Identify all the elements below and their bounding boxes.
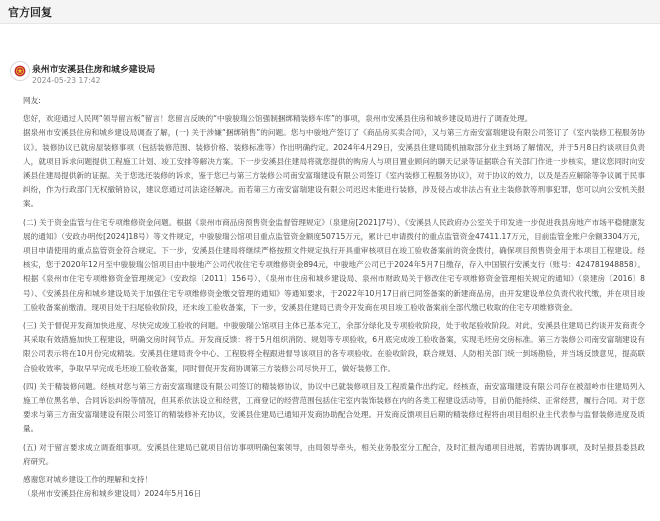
reply-paragraph: (五) 对于留言要求成立调查组事项。安溪县住建局已就项目信访事项明确包案领导，由局领导牵头，相关业务股室分工配合，及时汇报沟通项目进展，若需协调事项，及时呈报县委县政府研究。 — [23, 442, 645, 466]
emblem-graphic — [14, 65, 26, 77]
government-emblem-icon — [10, 61, 30, 81]
reply-paragraph: (三) 关于督促开发商加快进度、尽快完成竣工验收的问题。中骏骏瑞公馆项目主体已基本完工，余部分绿化及专项验收阶段，处于收尾验收阶段。对此，安溪县住建局已约谈开发商责令其采取有效措施加快工程建设，明确交房时间节点。开发商反馈：将于5月组织消防、规划等专项验收，6月底完成竣工验收备案，实现毛坯房交房标准。第三方装修公司南安富瑞建设有限公司表示将在10月份完成精装。安溪县住建局责令中心、工程股将全程跟进督导该项目的各专项验收。在验收阶段，联合规划、人防相关部门统一到场勘验，并当场反馈意见，提高联合验收效率，争取早早完成毛坯竣工验收备案，同时督促开发商协调第三方装修公司尽快开工，做好装修工作。 — [23, 321, 645, 373]
reply-signature: （泉州市安溪县住房和城乡建设局）2024年5月16日 — [23, 489, 202, 499]
section-title: 官方回复 — [8, 5, 52, 19]
official-reply-header — [0, 0, 660, 24]
reply-content — [23, 94, 645, 501]
reply-closing: 感谢您对城乡建设工作的理解和支持！ — [23, 475, 153, 485]
reply-paragraph: 您好，欢迎通过人民网“领导留言板”留言！您留言反映的“中骏骏瑞公馆强制捆绑精装修车库”的事项，泉州市安溪县住房和城乡建设局进行了调查处理。 — [23, 114, 533, 124]
reply-timestamp: 2024-05-23 17:42 — [32, 76, 101, 85]
reply-org-name[interactable]: 泉州市安溪县住房和城乡建设局 — [32, 65, 156, 75]
reply-paragraph: (二) 关于资金监管与住宅专项维修资金问题。根据《泉州市商品房预售资金监督管理规定》（泉建房[2021]7号）、《安溪县人民政府办公室关于印发进一步促进我县房地产市场平稳健康发展的通知》（安政办明传[2024]18号）等文件规定，中骏骏瑞公馆项目重点监管资金额度50715万元，累计已申请拨付的重点监管资金47411.17万元，目前监管金账户余额3304万元，项目申请使用的重点监管资金符合规定。下一步，安溪县住建局将继续严格按照文件规定执行开具重审核项目在竣工验收备案前的资金拨付，确保项目预售资金用于本项目工程建设。经核实，您于2020年12月至中骏骏瑞公馆项目由中骏地产公司代收住宅专项维修资金894元，中骏地产公司已于2024年5月7日缴存，存入中国银行安溪支行（账号：424781948858）。根据《泉州市住宅专项维修资金管理规定》（安政综〔2011〕156号）、《泉州市住房和城乡建设局、泉州市财政局关于修改住宅专项维修资金管理相关规定的通知》（泉建房〔2016〕8号）、《安溪县住房和城乡建设局关于加强住宅专项维修资金缴交管理的通知》等通知要求，于2022年10月17日前已同签备案的新建商品房，由开发建设单位负责代收代缴，并在项目竣工验收备案前缴清。现项目处于扫尾验收阶段，还未竣工验收备案，下一步，安溪县住建局已责令开发商在项目竣工验收备案前全部代缴已收取的住宅专项维修资金。 — [23, 217, 645, 312]
reply-greeting: 网友: — [23, 96, 41, 105]
reply-paragraph: 据泉州市安溪县住房和城乡建设局调查了解，(一) 关于涉嫌“捆绑销售”的问题。您与中骏地产签订了《商品房买卖合同》，又与第三方南安富瑞建设有限公司签订了《室内装修工程服务协议》。装修协议已就房屋装修事项（包括装修范围、装修价格、装修标准等）作出明确约定。2024年4月29日，安溪县住建局随机抽取部分业主到场了解情况，并于5月8日约谈项目负责人，就项目诉求问题提供工程施工计划、竣工安排等解决方案。下一步安溪县住建局将就您提供的购房人与项目置业顾问的聊天记录等证据联合有关部门作进一步核实，建议您同时向安溪县住建局提供新的证据。关于您选还装修的诉求，鉴于您已与第三方装修公司南安富瑞建设有限公司签订《室内装修工程服务协议》，对于协议的效力，以及是否应解除等争议属于民事纠纷，作为行政部门无权撤销协议，建议您通过司法途径解决。而若第三方南安富瑞建设有限公司迟迟未能进行装修，涉及侵占或非法占有业主装修款等刑事犯罪，您可以向公安机关报案。 — [23, 128, 645, 209]
reply-paragraph: (四) 关于精装修问题。经核对您与第三方南安富瑞建设有限公司签订的精装修协议，协议中已就装修项目及工程质量作出约定。经核查，南安富瑞建设有限公司存在被湿岭市住建局列入施工单位黑名单、合同诉讼纠纷等情况，但其系依法设立和经营，工商登记的经营范围包括住宅室内装饰装修在内的各类工程建设活动等，目前仍能持续、正常经营，履行合同。对于您要求与第三方南安富瑞建设有限公司签订的精装修补充协议，安溪县住建局已通知开发商协助配合处理。开发商反馈项目后期的精装修过程将由项目组织业主代表参与监督装修进度及质量。 — [23, 381, 645, 434]
